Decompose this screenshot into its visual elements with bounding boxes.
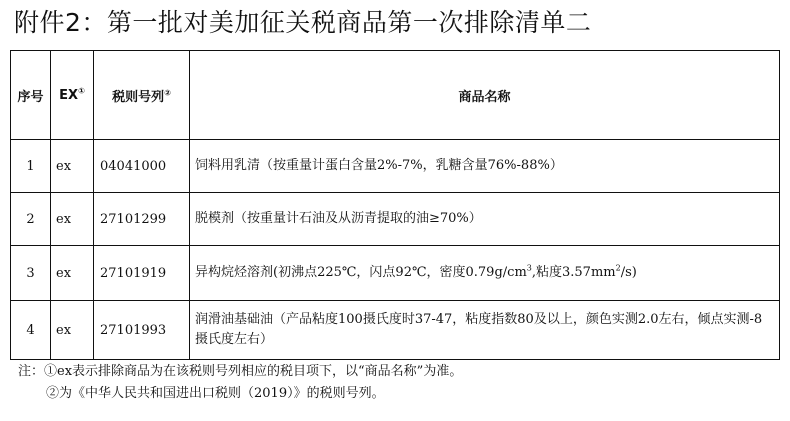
product-name-part: /s) (620, 265, 637, 280)
document-title: 附件2：第一批对美加征关税商品第一次排除清单二 (14, 8, 592, 37)
row-ex: ex (51, 193, 94, 246)
header-product-name: 商品名称 (190, 51, 780, 140)
table-row (11, 246, 780, 301)
header-tariff-code-label: 税则号列 (112, 89, 165, 105)
row-product-name: 脱模剂（按重量计石油及从沥青提取的油≥70%） (190, 193, 780, 246)
row-ex: ex (51, 301, 94, 360)
exclusion-list-table (10, 50, 780, 360)
table-header-row (11, 51, 780, 140)
row-ex: ex (51, 246, 94, 301)
row-tariff-code: 04041000 (94, 140, 190, 193)
footnote-marker-1: ① (78, 86, 85, 96)
row-product-name: 饲料用乳清（按重量计蛋白含量2%-7%，乳糖含量76%-88%） (190, 140, 780, 193)
table-row (11, 140, 780, 193)
header-tariff-code (94, 51, 190, 140)
row-seq: 2 (11, 193, 51, 246)
table-row (11, 193, 780, 246)
row-product-name: 润滑油基础油（产品粘度100摄氏度时37-47，粘度指数80及以上，颜色实测2.0左右，倾点实测-8摄氏度左右） (190, 301, 780, 360)
footnote-marker-2: ② (164, 88, 171, 98)
row-seq: 1 (11, 140, 51, 193)
row-seq: 3 (11, 246, 51, 301)
footnote-2: ②为《中华人民共和国进出口税则（2019）》的税则号列。 (46, 386, 385, 401)
row-tariff-code: 27101299 (94, 193, 190, 246)
footnotes (18, 361, 462, 405)
header-ex-label: EX (59, 87, 79, 103)
row-tariff-code: 27101993 (94, 301, 190, 360)
row-tariff-code: 27101919 (94, 246, 190, 301)
product-name-part: 异构烷烃溶剂(初沸点225℃，闪点92℃，密度0.79g/cm (195, 265, 527, 280)
superscript-squared: 2 (615, 263, 621, 273)
row-seq: 4 (11, 301, 51, 360)
footnote-1: 注：①ex表示排除商品为在该税则号列相应的税目项下，以“商品名称”为准。 (18, 364, 463, 379)
header-ex (51, 51, 94, 140)
header-seq: 序号 (11, 51, 51, 140)
superscript-cubed: 3 (526, 263, 532, 273)
table-row (11, 301, 780, 360)
row-ex: ex (51, 140, 94, 193)
product-name-part: ,粘度3.57mm (531, 265, 616, 280)
row-product-name (190, 246, 780, 301)
